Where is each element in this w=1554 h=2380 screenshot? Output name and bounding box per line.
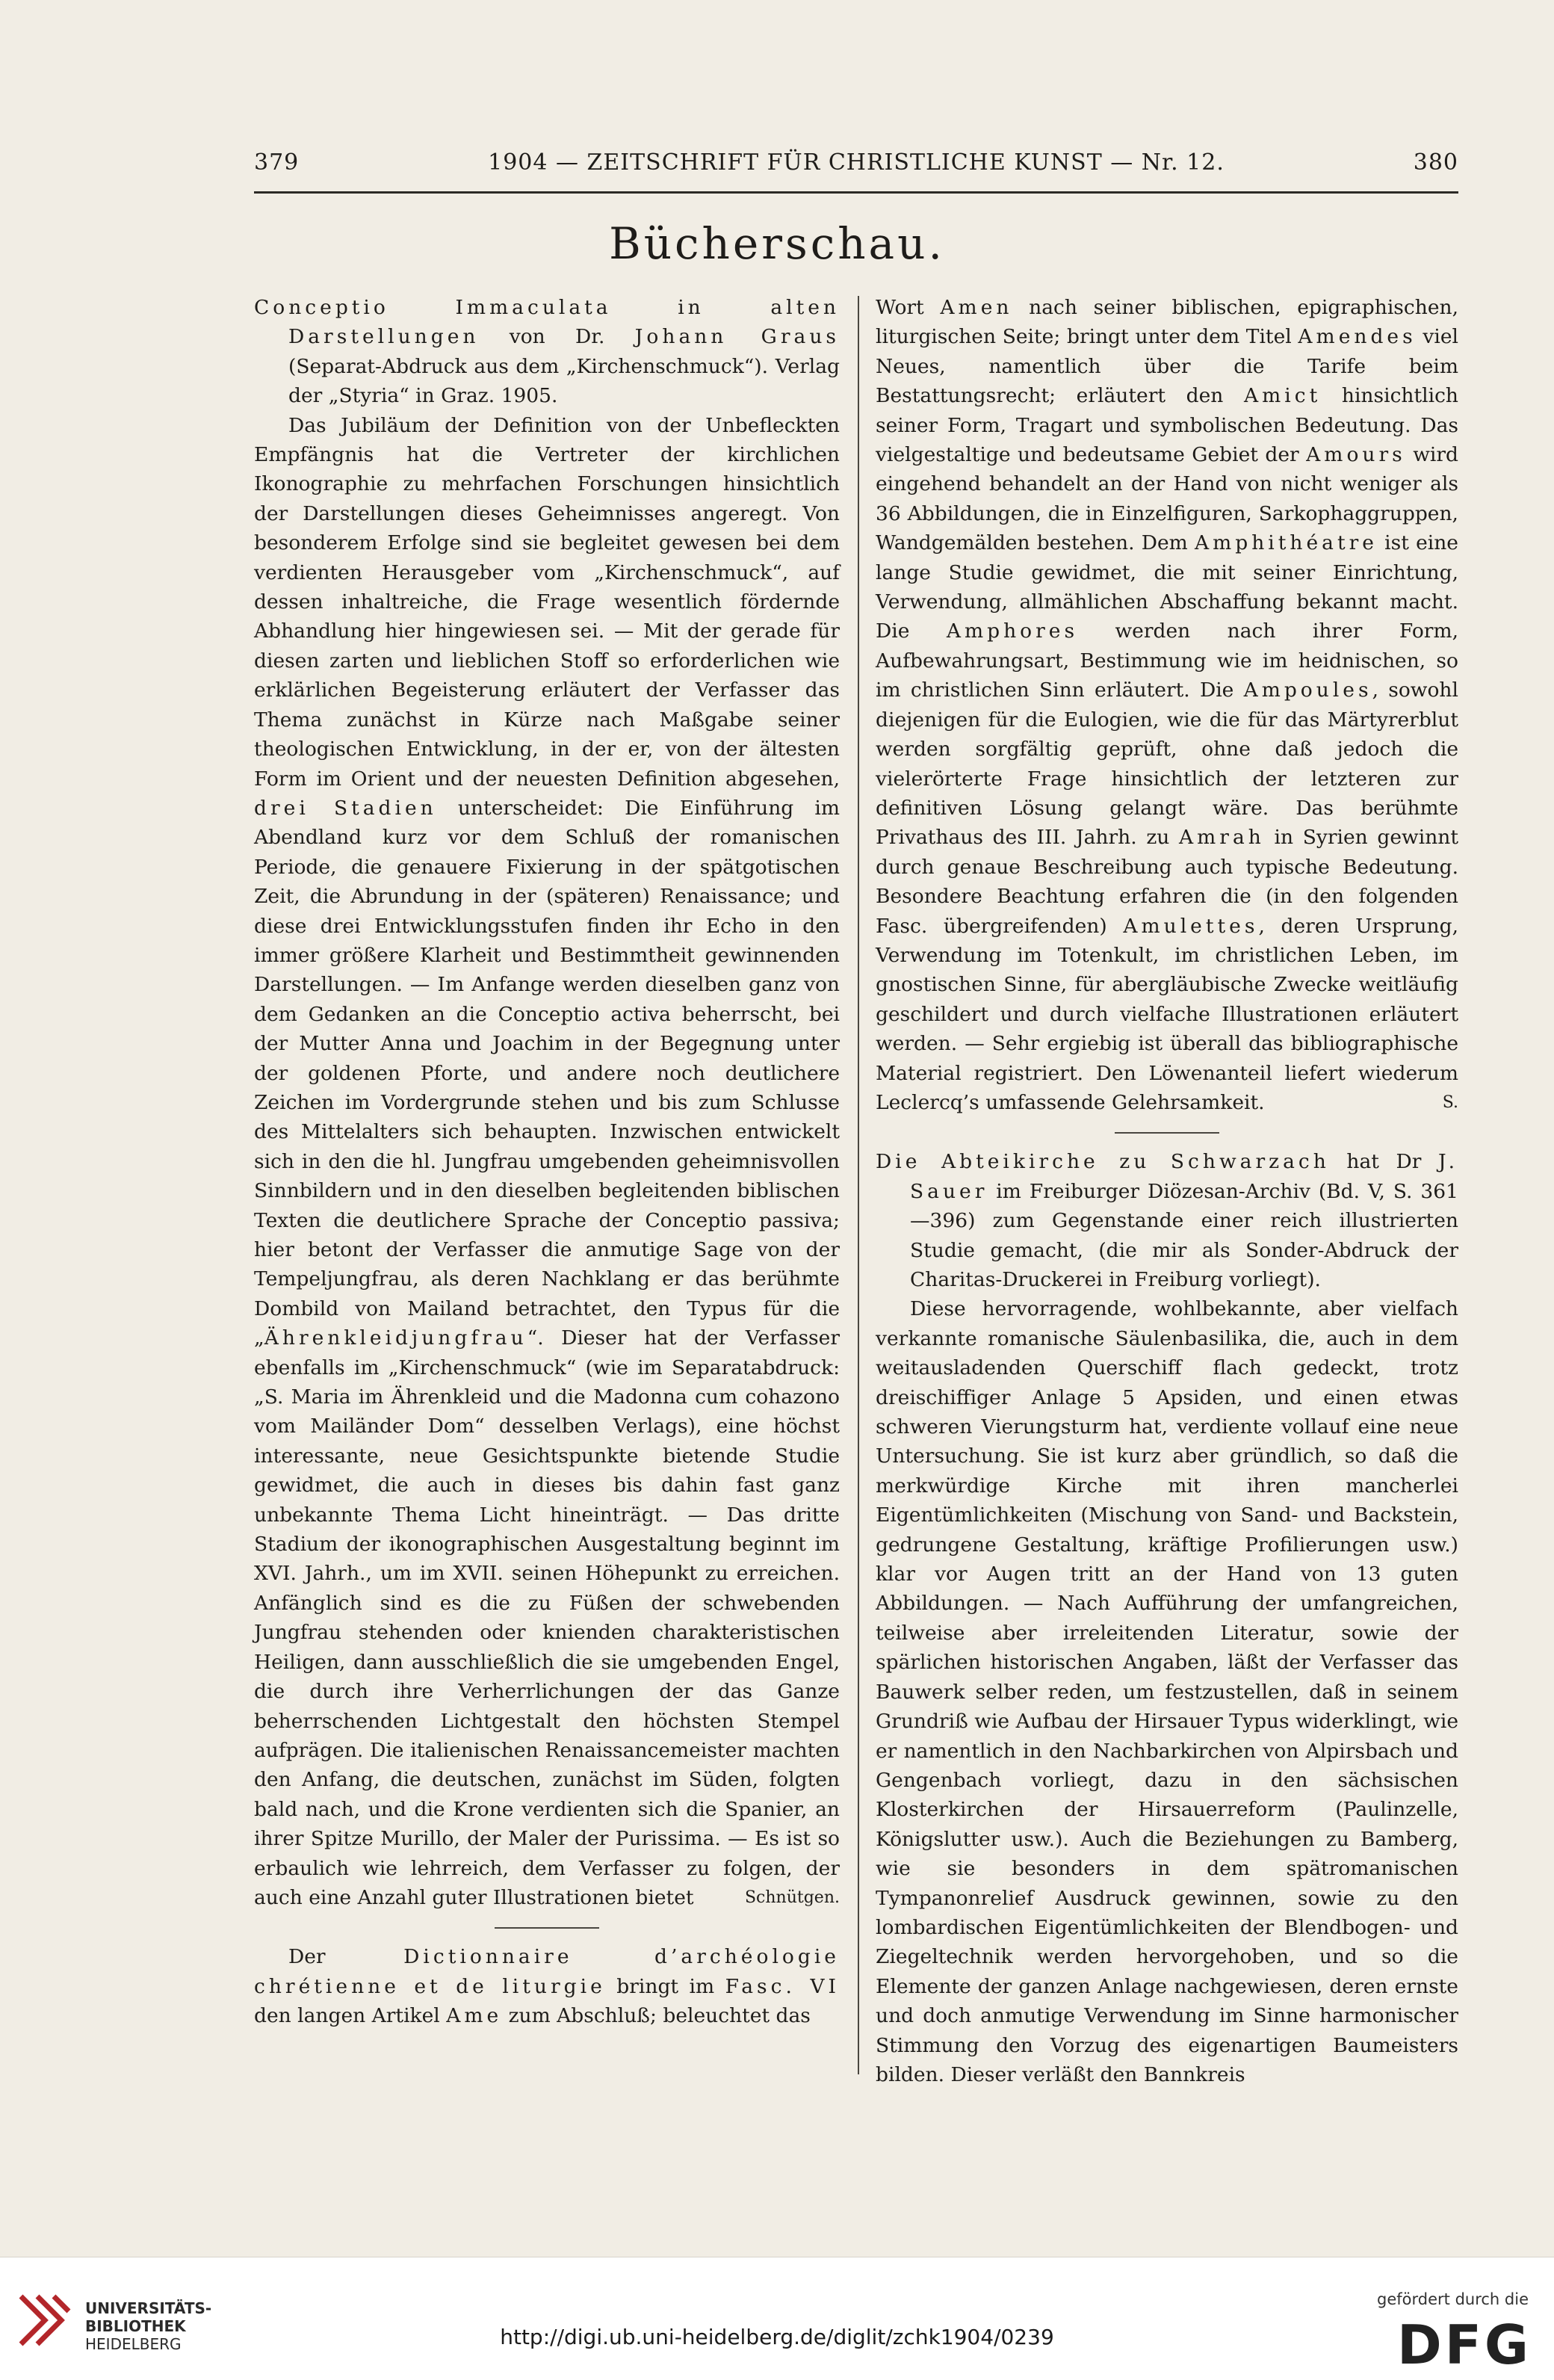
right-column bbox=[876, 293, 1458, 2109]
left-column bbox=[254, 293, 840, 2109]
running-header bbox=[254, 149, 1458, 187]
book-author: J. Sauer bbox=[910, 1150, 1458, 1203]
dfg-logo-text: DFG bbox=[1396, 2317, 1532, 2370]
page-number-right: 380 bbox=[1413, 149, 1458, 176]
ub-heidelberg-wordmark: UNIVERSITÄTS- BIBLIOTHEK HEIDELBERG bbox=[85, 2299, 212, 2353]
reviewer-signature: Schnütgen. bbox=[744, 1888, 840, 1907]
review-paragraph: Diese hervorragende, wohlbekannte, aber vielfach verkannte romanische Säulenbasilika, die, auch in dem weitausladenden Querschiff flach gedeckt, trotz dreischiffiger Anlage 5 Apsiden, und einen etwas schweren Vierungsturm hat, verdiente vollauf eine neue Untersuchung. Sie ist kurz aber gründlich, so daß die merkwürdige Kirche mit ihren mancherlei Eigentümlichkeiten (Mischung von Sand- und Backstein, gedrungene Gestaltung, kräftige Profilierungen usw.) klar vor Augen tritt an der Hand von 13 guten Abbildungen. — Nach Aufführung der umfangreichen, teilweise aber irreleitenden Literatur, sowie der spärlichen historischen Angaben, läßt der Verfasser das Bauwerk selber reden, um festzustellen, daß in seinem Grundriß wie Aufbau der Hirsauer Typus widerklingt, wie er namentlich in den Nachbarkirchen von Alpirsbach und Gengenbach vorliegt, dazu in den sächsischen Klosterkirchen der Hirsauerreform (Paulinzelle, Königslutter usw.). Auch die Beziehungen zu Bamberg, wie sie besonders in dem spätromanischen Tympanonrelief Ausdruck gewinnen, sowie zu den lombardischen Eigentümlichkeiten der Blendbogen- und Ziegeltechnik werden hervorgehoben, und so die Elemente der ganzen Anlage nachgewiesen, deren ernste und doch anmutige Verwendung im Sinne harmonischer Stimmung den Vorzug des eigenartigen Baumeisters bilden. Dieser verläßt den Bannkreis bbox=[876, 1297, 1458, 2086]
entry-separator bbox=[1115, 1132, 1219, 1134]
book-title: Die Abteikirche zu Schwarzach bbox=[876, 1150, 1330, 1174]
review-paragraph: Wort Amen nach seiner biblischen, epigraphischen, liturgischen Seite; bringt unter dem Titel Amendes viel Neues, namentlich über die Tarife beim Bestattungsrecht; erläutert den Amict hinsichtlich seiner Form, Tragart und symbolischen Bedeutung. Das vielgestaltige und bedeutsame Gebiet der Amours wird eingehend behandelt an der Hand von nicht weniger als 36 Abbildungen, die in Einzelfiguren, Sarkophaggruppen, Wandgemälden bestehen. Dem Amphithéatre ist eine lange Studie gewidmet, die mit seiner Einrichtung, Verwendung, allmählichen Abschaffung bekannt macht. Die Amphores werden nach ihrer Form, Aufbewahrungsart, Bestimmung wie im heidnischen, so im christlichen Sinn erläutert. Die Ampoules, sowohl diejenigen für die Eulogien, wie die für das Märtyrerblut werden sorgfältig geprüft, ohne daß jedoch die vielerörterte Frage hinsichtlich der letzteren zur definitiven Lösung gelangt wäre. Das berühmte Privathaus des III. Jahrh. zu Amrah in Syrien gewinnt durch genaue Beschreibung auch typische Bedeutung. Besondere Beachtung erfahren die (in den folgenden Fasc. übergreifenden) Amulettes, deren Ursprung, Verwendung im Totenkult, im christlichen Leben, im gnostischen Sinne, für abergläubische Zwecke weitläufig geschildert und durch vielfache Illustrationen erläutert werden. — Sehr ergiebig ist überall das bibliographische Material registriert. Den Löwenanteil liefert wiederum Leclercq’s umfassende Gelehrsamkeit. S. bbox=[876, 293, 1458, 1117]
review-entry-heading: Conceptio Immaculata in alten Darstellungen von Dr. Johann Graus (Separat-Abdruck aus dem „Kirchenschmuck“). Verlag der „Styria“ in Graz. 1905. bbox=[254, 296, 840, 408]
permalink-url[interactable]: http://digi.ub.uni-heidelberg.de/diglit/zchk1904/0239 bbox=[500, 2325, 1054, 2349]
book-author: Johann Graus bbox=[634, 325, 840, 349]
header-rule bbox=[254, 191, 1458, 194]
journal-title: 1904 — ZEITSCHRIFT FÜR CHRISTLICHE KUNST — Nr. 12. bbox=[488, 149, 1225, 176]
book-title: Conceptio Immaculata in alten Darstellungen bbox=[254, 296, 840, 349]
page-number-left: 379 bbox=[254, 149, 300, 176]
digitization-footer bbox=[0, 2257, 1554, 2380]
funding-note: gefördert durch die bbox=[1377, 2290, 1529, 2308]
review-paragraph: Der Dictionnaire d’archéologie chrétienne et de liturgie bringt im Fasc. VI den langen Artikel Ame zum Abschluß; beleuchtet das bbox=[254, 1945, 841, 2028]
review-entry-heading: Die Abteikirche zu Schwarzach hat Dr J. Sauer im Freiburger Diözesan-Archiv (Bd. V, S. 361—396) zum Gegenstande einer reich illustrierten Studie gemacht, (die mir als Sonder-Abdruck der Charitas-Druckerei in Freiburg vorliegt). bbox=[876, 1150, 1458, 1291]
dfg-logo-icon bbox=[1360, 2317, 1532, 2370]
reviewer-signature: S. bbox=[1442, 1092, 1458, 1112]
section-title: Bücherschau. bbox=[609, 218, 945, 269]
column-divider bbox=[858, 296, 859, 2074]
review-paragraph: Das Jubiläum der Definition von der Unbefleckten Empfängnis hat die Vertreter der kirchlichen Ikonographie zu mehrfachen Forschungen hinsichtlich der Darstellungen dieses Geheimnisses angeregt. Von besonderem Erfolge sind sie begleitet gewesen bei dem verdienten Herausgeber vom „Kirchenschmuck“, auf dessen inhaltreiche, die Frage wesentlich fördernde Abhandlung hier hingewiesen sei. — Mit der gerade für diesen zarten und lieblichen Stoff so erforderlichen wie erklärlichen Begeisterung erläutert der Verfasser das Thema zunächst in Kürze nach Maßgabe seiner theologischen Entwicklung, in der er, von der ältesten Form im Orient und der neuesten Definition abgesehen, drei Stadien unterscheidet: Die Einführung im Abendland kurz vor dem Schluß der romanischen Periode, die genauere Fixierung in der spätgotischen Zeit, die Abrundung in der (späteren) Renaissance; und diese drei Entwicklungsstufen finden ihr Echo in den immer größere Klarheit und Bestimmtheit gewinnenden Darstellungen. — Im Anfange werden dieselben ganz von dem Gedanken an die Conceptio activa beherrscht, bei der Mutter Anna und Joachim in der Begegnung unter der goldenen Pforte, und andere noch deutlichere Zeichen im Vordergrunde stehen und bis zum Schlusse des Mittelalters sich behaupten. Inzwischen entwickelt sich in den die hl. Jungfrau umgebenden geheimnisvollen Sinnbildern und in den dieselben begleitenden biblischen Texten die deutlichere Sprache der Conceptio passiva; hier betont der Verfasser die anmutige Sage von der Tempeljungfrau, als deren Nachklang er das berühmte Dombild von Mailand betrachtet, den Typus für die „Ährenkleidjungfrau“. Dieser hat der Verfasser ebenfalls im „Kirchenschmuck“ (wie im Separatabdruck: „S. Maria im Ährenkleid und die Madonna cum cohazono vom Mailänder Dom“ desselben Verlags), eine höchst interessante, neue Gesichtspunkte bietende Studie gewidmet, die auch in dieses bis dahin fast ganz unbekannte Thema Licht hineinträgt. — Das dritte Stadium der ikonographischen Ausgestaltung beginnt im XVI. Jahrh., um im XVII. seinen Höhepunkt zu erreichen. Anfänglich sind es die zu Füßen der schwebenden Jungfrau stehenden oder knienden charakteristischen Heiligen, dann ausschließlich die sie umgebenden Engel, die durch ihre Verherrlichungen der das Ganze beherrschenden Lichtgestalt den höchsten Stempel aufprägen. Die italienischen Renaissancemeister machten den Anfang, die deutschen, zunächst im Süden, folgten bald nach, und die Krone verdienten sich die Spanier, an ihrer Spitze Murillo, der Maler der Purissima. — Es ist so erbaulich wie lehrreich, dem Verfasser zu folgen, der auch eine Anzahl guter Illustrationen bietet Schnütgen. bbox=[254, 411, 840, 1913]
entry-separator bbox=[495, 1927, 599, 1929]
